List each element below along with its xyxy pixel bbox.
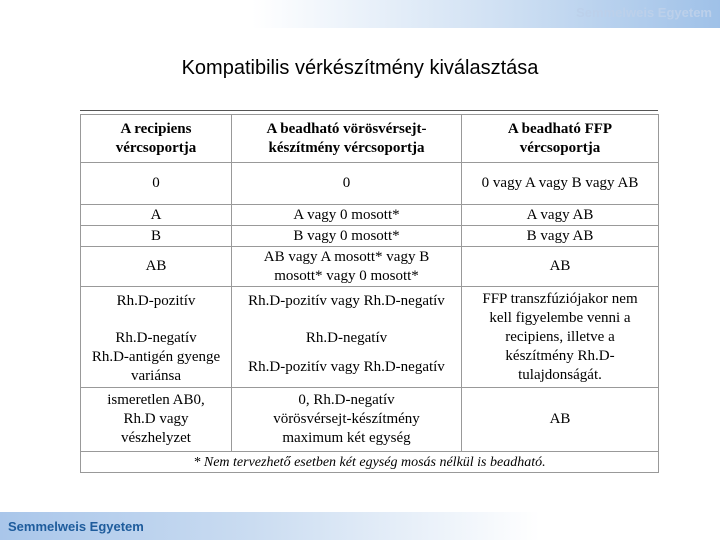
table-row-rhd [81, 287, 659, 388]
cell-ffp: A vagy AB [462, 205, 659, 226]
table-header-row [81, 115, 659, 163]
table-row [81, 388, 659, 452]
cell-recipient: B [81, 226, 232, 247]
cell-rbc: 0, Rh.D-negatív vörösvérsejt-készítmény maximum két egység [232, 388, 462, 452]
cell-rhd-rbc: Rh.D-pozitív vagy Rh.D-negatív Rh.D-negatív Rh.D-pozitív vagy Rh.D-negatív [232, 287, 462, 388]
table-row [81, 226, 659, 247]
header-brand: Semmelweis Egyetem [576, 5, 712, 20]
footer-brand: Semmelweis Egyetem [8, 519, 144, 534]
cell-recipient: A [81, 205, 232, 226]
table-top-rule [80, 110, 658, 111]
table-footnote: * Nem tervezhető esetben két egység mosás nélkül is beadható. [81, 452, 659, 473]
header-recipient: A recipiens vércsoportja [81, 115, 232, 163]
table-footnote-row [81, 452, 659, 473]
cell-rhd-recipient: Rh.D-pozitív Rh.D-negatív Rh.D-antigén gyenge variánsa [81, 287, 232, 388]
table-row [81, 163, 659, 205]
table-row [81, 247, 659, 287]
cell-recipient: AB [81, 247, 232, 287]
cell-recipient: 0 [81, 163, 232, 205]
cell-ffp: 0 vagy A vagy B vagy AB [462, 163, 659, 205]
cell-ffp: AB [462, 247, 659, 287]
cell-rbc: B vagy 0 mosott* [232, 226, 462, 247]
header-rbc: A beadható vörösvérsejt- készítmény vércsoportja [232, 115, 462, 163]
table-row [81, 205, 659, 226]
cell-rbc: 0 [232, 163, 462, 205]
bottom-banner [0, 512, 720, 540]
header-ffp: A beadható FFP vércsoportja [462, 115, 659, 163]
cell-ffp: B vagy AB [462, 226, 659, 247]
cell-recipient: ismeretlen AB0, Rh.D vagy vészhelyzet [81, 388, 232, 452]
cell-rbc: A vagy 0 mosott* [232, 205, 462, 226]
compatibility-table [80, 114, 659, 473]
cell-rbc: AB vagy A mosott* vagy B mosott* vagy 0 mosott* [232, 247, 462, 287]
cell-ffp: AB [462, 388, 659, 452]
cell-rhd-ffp: FFP transzfúziójakor nem kell figyelembe venni a recipiens, illetve a készítmény Rh.D- tulajdonságát. [462, 287, 659, 388]
top-banner [0, 0, 720, 28]
slide-title: Kompatibilis vérkészítmény kiválasztása [181, 57, 539, 79]
